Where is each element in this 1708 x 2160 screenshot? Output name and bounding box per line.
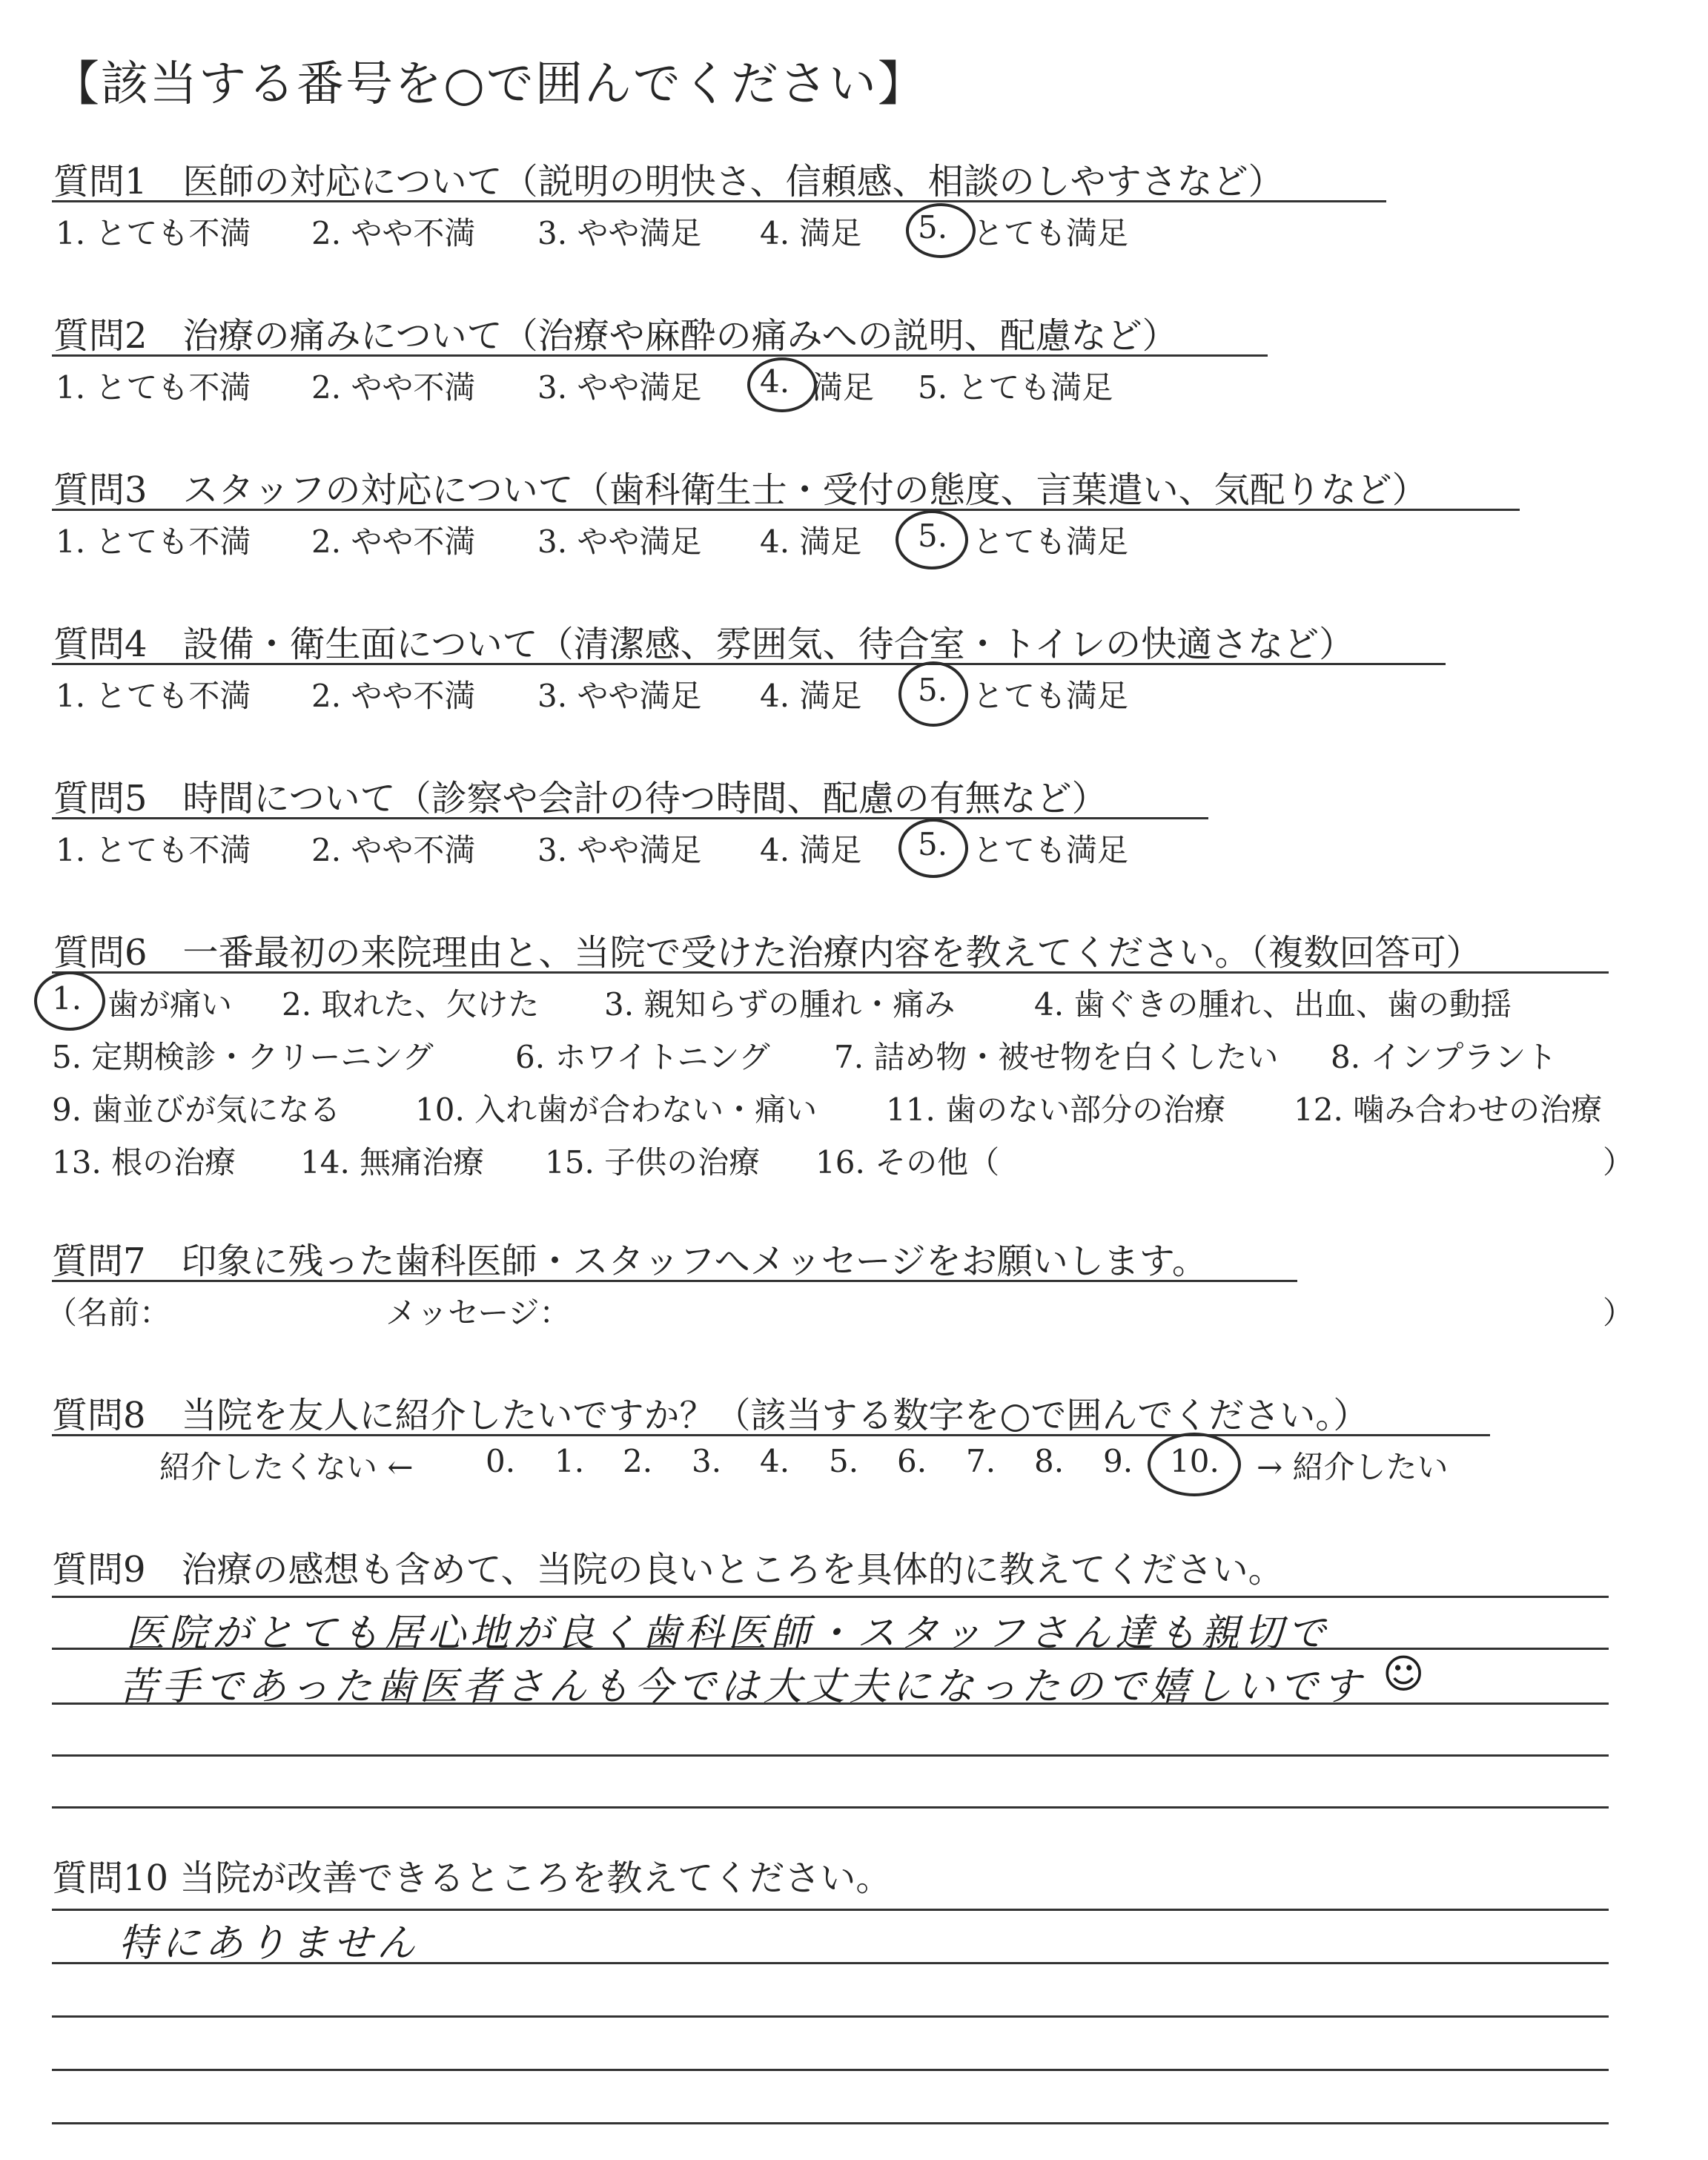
q4-option-5-label: とても満足 <box>973 678 1129 714</box>
q8-scale-4[interactable]: 4. <box>760 1443 790 1479</box>
q3-selection-circle <box>896 510 968 569</box>
q7-close-paren: ） <box>1603 1295 1635 1331</box>
q8-scale-9[interactable]: 9. <box>1103 1443 1133 1479</box>
q6-option-11[interactable]: 11. 歯のない部分の治療 <box>886 1091 1226 1128</box>
q5-option-3[interactable]: 3. やや満足 <box>537 832 702 868</box>
q8-right-label: → 紹介したい <box>1257 1449 1449 1485</box>
q8-scale-0[interactable]: 0. <box>486 1443 516 1479</box>
q5-option-5-label: とても満足 <box>973 832 1129 868</box>
q8-selection-circle <box>1148 1433 1241 1496</box>
q5-underline <box>52 817 1208 819</box>
q1-option-3[interactable]: 3. やや満足 <box>537 215 702 251</box>
q4-title: 質問4 設備・衛生面について（清潔感、雰囲気、待合室・トイレの快適さなど） <box>53 624 1355 665</box>
q3-option-5[interactable]: 5. <box>918 518 948 554</box>
q2-option-2[interactable]: 2. やや不満 <box>311 369 476 406</box>
q1-option-5[interactable]: 5. <box>918 209 948 245</box>
q4-underline <box>52 663 1446 665</box>
q8-left-label: 紹介したくない ← <box>159 1449 414 1485</box>
instruction-heading: 【該当する番号を○で囲んでください】 <box>52 57 927 112</box>
q6-option-3[interactable]: 3. 親知らずの腫れ・痛み <box>604 986 956 1023</box>
q4-option-4[interactable]: 4. 満足 <box>760 678 862 714</box>
q8-scale-5[interactable]: 5. <box>829 1443 859 1479</box>
q6-option-5[interactable]: 5. 定期検診・クリーニング <box>52 1039 434 1075</box>
q1-option-5-label: とても満足 <box>973 215 1129 251</box>
q6-option-1[interactable]: 1. <box>52 980 82 1017</box>
q6-option-6[interactable]: 6. ホワイトニング <box>515 1039 770 1075</box>
q6-option-1-label: 歯が痛い <box>107 986 233 1023</box>
q10-title: 質問10 当院が改善できるところを教えてください。 <box>52 1857 892 1899</box>
q9-rule-1 <box>52 1648 1609 1650</box>
q8-scale-10[interactable]: 10. <box>1170 1443 1219 1479</box>
q5-option-2[interactable]: 2. やや不満 <box>311 832 476 868</box>
q9-answer-line-2: 苦手であった歯医者さんも今では大丈夫になったので嬉しいです <box>119 1665 1366 1709</box>
q10-rule-3 <box>52 2069 1609 2071</box>
q7-underline <box>52 1280 1297 1282</box>
q6-option-14[interactable]: 14. 無痛治療 <box>300 1144 485 1180</box>
q1-option-4[interactable]: 4. 満足 <box>760 215 862 251</box>
q7-name-label: （名前： <box>46 1295 171 1331</box>
q2-underline <box>52 354 1268 357</box>
q9-rule-4 <box>52 1806 1609 1809</box>
q3-option-3[interactable]: 3. やや満足 <box>537 524 702 560</box>
q9-rule-2 <box>52 1702 1609 1705</box>
q7-message-label: メッセージ： <box>385 1295 571 1331</box>
q2-option-4-label: 満足 <box>812 369 875 406</box>
q1-option-1[interactable]: 1. とても不満 <box>56 215 251 251</box>
q8-scale-7[interactable]: 7. <box>966 1443 996 1479</box>
q6-option-15[interactable]: 15. 子供の治療 <box>545 1144 761 1180</box>
q6-option-13[interactable]: 13. 根の治療 <box>52 1144 236 1180</box>
q2-option-3[interactable]: 3. やや満足 <box>537 369 702 406</box>
q2-selection-circle <box>747 357 817 412</box>
q4-selection-circle <box>898 661 968 727</box>
q10-rule-0 <box>52 1909 1609 1911</box>
q8-scale-8[interactable]: 8. <box>1034 1443 1065 1479</box>
q9-rule-0 <box>52 1596 1609 1598</box>
q6-other-close-paren: ） <box>1603 1144 1635 1180</box>
q6-option-9[interactable]: 9. 歯並びが気になる <box>52 1091 341 1128</box>
q9-answer-line-1: 医院がとても居心地が良く歯科医師・スタッフさん達も親切で <box>126 1611 1331 1656</box>
q5-option-1[interactable]: 1. とても不満 <box>56 832 251 868</box>
q2-title: 質問2 治療の痛みについて（治療や麻酔の痛みへの説明、配慮など） <box>53 315 1178 357</box>
q3-underline <box>52 509 1520 511</box>
q6-selection-circle <box>34 971 105 1031</box>
q5-title: 質問5 時間について（診察や会計の待つ時間、配慮の有無など） <box>53 778 1108 819</box>
smiley-face-icon: ☺ <box>1383 1651 1429 1697</box>
q2-option-4[interactable]: 4. <box>760 363 790 400</box>
q1-underline <box>52 200 1386 202</box>
q10-rule-1 <box>52 1962 1609 1964</box>
q10-rule-2 <box>52 2015 1609 2018</box>
q3-option-5-label: とても満足 <box>973 524 1129 560</box>
q6-title: 質問6 一番最初の来院理由と、当院で受けた治療内容を教えてください。（複数回答可） <box>53 932 1482 974</box>
q6-option-4[interactable]: 4. 歯ぐきの腫れ、出血、歯の動揺 <box>1034 986 1512 1023</box>
q4-option-5[interactable]: 5. <box>918 672 948 708</box>
q7-title: 質問7 印象に残った歯科医師・スタッフへメッセージをお願いします。 <box>52 1241 1208 1282</box>
q9-rule-3 <box>52 1754 1609 1757</box>
q2-option-5[interactable]: 5. とても満足 <box>918 369 1113 406</box>
q1-option-2[interactable]: 2. やや不満 <box>311 215 476 251</box>
q8-scale-1[interactable]: 1. <box>555 1443 585 1479</box>
q6-option-8[interactable]: 8. インプラント <box>1331 1039 1558 1075</box>
q8-scale-2[interactable]: 2. <box>623 1443 653 1479</box>
q3-title: 質問3 スタッフの対応について（歯科衛生士・受付の態度、言葉遣い、気配りなど） <box>53 469 1428 511</box>
q3-option-4[interactable]: 4. 満足 <box>760 524 862 560</box>
q8-scale-3[interactable]: 3. <box>692 1443 722 1479</box>
q4-option-1[interactable]: 1. とても不満 <box>56 678 251 714</box>
q6-option-12[interactable]: 12. 噛み合わせの治療 <box>1294 1091 1603 1128</box>
q8-title: 質問8 当院を友人に紹介したいですか？（該当する数字を○で囲んでください。） <box>52 1395 1369 1436</box>
q4-option-2[interactable]: 2. やや不満 <box>311 678 476 714</box>
q6-option-2[interactable]: 2. 取れた、欠けた <box>282 986 540 1023</box>
q4-option-3[interactable]: 3. やや満足 <box>537 678 702 714</box>
q9-title: 質問9 治療の感想も含めて、当院の良いところを具体的に教えてください。 <box>52 1549 1284 1591</box>
q6-option-10[interactable]: 10. 入れ歯が合わない・痛い <box>415 1091 818 1128</box>
q10-rule-4 <box>52 2122 1609 2124</box>
q10-answer-line-1: 特にありません <box>119 1921 420 1966</box>
q8-underline <box>52 1434 1490 1436</box>
q3-option-2[interactable]: 2. やや不満 <box>311 524 476 560</box>
q6-option-16[interactable]: 16. その他（ <box>815 1144 1000 1180</box>
q5-option-5[interactable]: 5. <box>918 826 948 862</box>
q5-selection-circle <box>898 819 968 878</box>
q6-underline <box>52 971 1609 974</box>
q2-option-1[interactable]: 1. とても不満 <box>56 369 251 406</box>
q1-selection-circle <box>906 203 976 258</box>
q6-option-7[interactable]: 7. 詰め物・被せ物を白くしたい <box>834 1039 1279 1075</box>
q3-option-1[interactable]: 1. とても不満 <box>56 524 251 560</box>
q8-scale-6[interactable]: 6. <box>897 1443 927 1479</box>
q5-option-4[interactable]: 4. 満足 <box>760 832 862 868</box>
q1-title: 質問1 医師の対応について（説明の明快さ、信頼感、相談のしやすさなど） <box>53 161 1284 202</box>
